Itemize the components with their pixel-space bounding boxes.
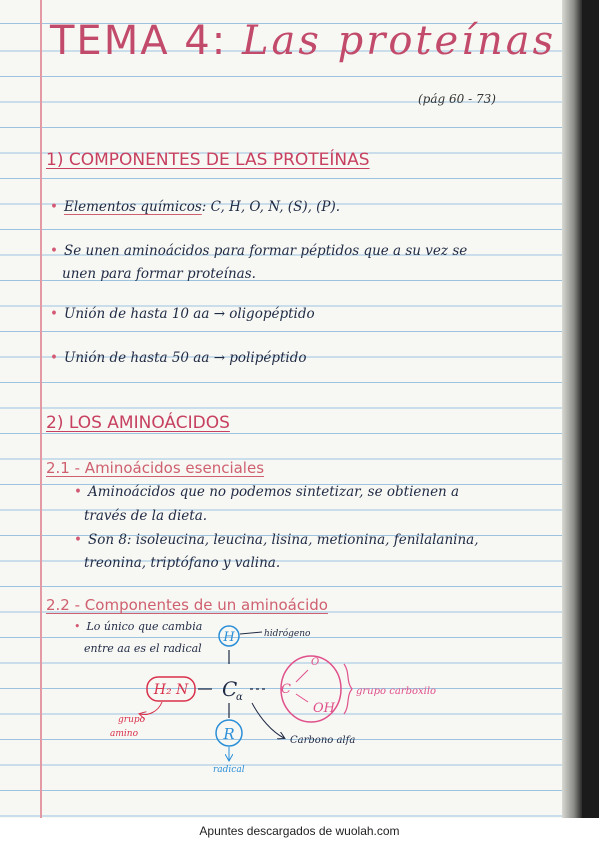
subsection-2-1-heading: 2.1 - Aminoácidos esenciales bbox=[46, 459, 265, 477]
carboxyl-oh: OH bbox=[313, 701, 335, 716]
carboxyl-o: O bbox=[311, 657, 320, 668]
amino-label-1: grupo bbox=[118, 715, 146, 725]
components-line-2: entre aa es el radical bbox=[84, 642, 202, 655]
carboxyl-brace bbox=[344, 664, 352, 714]
essential-line-4: treonina, triptófano y valina. bbox=[84, 555, 281, 571]
bullet-dot: • bbox=[74, 620, 81, 633]
bullet-dot: • bbox=[50, 243, 58, 259]
carboxyl-double-bond bbox=[296, 670, 308, 682]
subsection-2-2-heading: 2.2 - Componentes de un aminoácido bbox=[46, 596, 328, 614]
hydrogen-pointer bbox=[240, 632, 262, 634]
alpha-carbon-symbol: C bbox=[222, 677, 238, 701]
section-2-heading: 2) LOS AMINOÁCIDOS bbox=[46, 413, 230, 433]
title-main: TEMA 4: bbox=[50, 18, 228, 64]
bullet-dot: • bbox=[74, 532, 82, 548]
bullet-dot: • bbox=[50, 199, 58, 215]
alpha-subscript: α bbox=[236, 692, 243, 703]
hydrogen-label: hidrógeno bbox=[264, 629, 311, 639]
alpha-carbon-label: Carbono alfa bbox=[290, 735, 356, 746]
radical-symbol: R bbox=[223, 725, 235, 743]
page-range: (pág 60 - 73) bbox=[418, 92, 496, 106]
bullet-label: Elementos químicos bbox=[63, 199, 202, 215]
bullet-text: : C, H, O, N, (S), (P). bbox=[201, 199, 341, 215]
line-text: Aminoácidos que no podemos sintetizar, se obtienen a bbox=[87, 484, 460, 500]
amino-pointer bbox=[140, 702, 162, 715]
bullet-dot: • bbox=[50, 306, 58, 322]
carboxyl-c: C bbox=[281, 682, 291, 697]
bullet-peptides-cont: unen para formar proteínas. bbox=[62, 266, 256, 282]
alpha-carbon-pointer bbox=[252, 703, 284, 738]
bullet-dot: • bbox=[74, 484, 82, 500]
hydrogen-symbol: H bbox=[223, 630, 235, 645]
line-text: Lo único que cambia bbox=[86, 620, 203, 633]
amino-group-symbol: H₂ N bbox=[153, 682, 189, 698]
carboxyl-single-bond bbox=[296, 694, 308, 702]
title-sub: Las proteínas bbox=[241, 18, 557, 64]
bullet-text: Unión de hasta 50 aa → polipéptido bbox=[63, 350, 307, 366]
line-text: Son 8: isoleucina, leucina, lisina, metionina, fenilalanina, bbox=[87, 532, 479, 548]
section-1-heading: 1) COMPONENTES DE LAS PROTEÍNAS bbox=[46, 150, 370, 170]
bullet-text: Se unen aminoácidos para formar péptidos que a su vez se bbox=[63, 243, 468, 259]
amino-label-2: amino bbox=[110, 729, 138, 739]
bullet-dot: • bbox=[50, 350, 58, 366]
footer-source: Apuntes descargados de wuolah.com bbox=[0, 818, 599, 848]
carboxyl-label: grupo carboxilo bbox=[356, 686, 437, 697]
essential-line-2: través de la dieta. bbox=[84, 508, 208, 524]
bullet-text: Unión de hasta 10 aa → oligopéptido bbox=[63, 306, 315, 322]
radical-label: radical bbox=[213, 765, 245, 775]
